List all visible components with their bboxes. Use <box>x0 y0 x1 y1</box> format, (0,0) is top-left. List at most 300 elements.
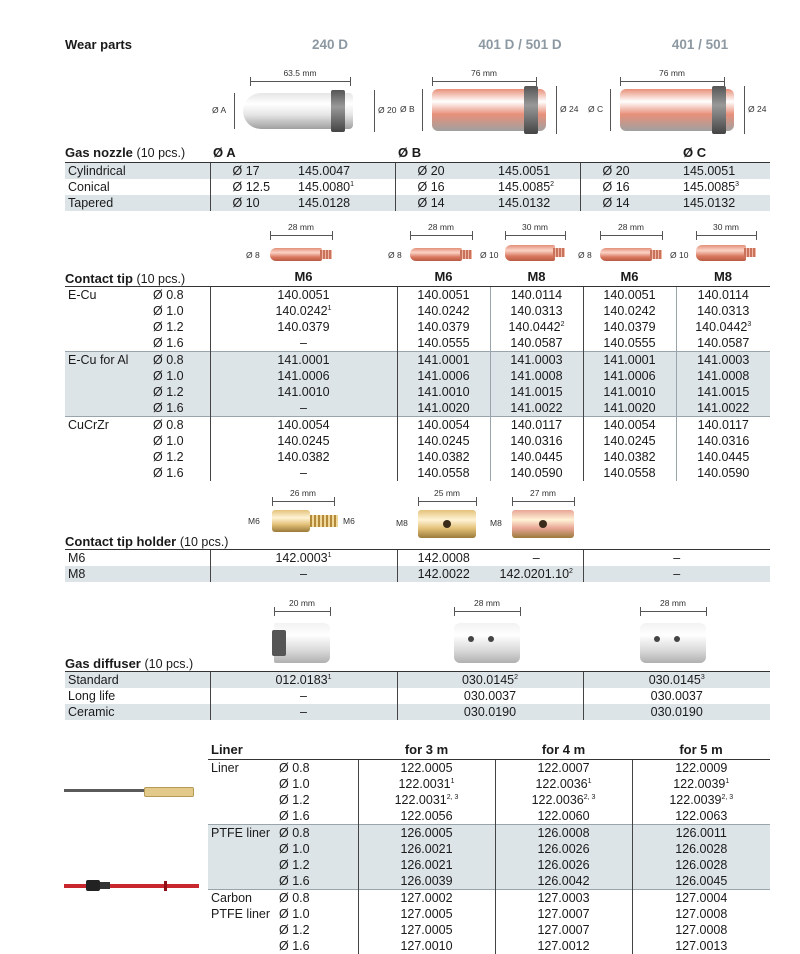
part-number: 145.0051 <box>498 164 551 178</box>
part-number: 030.0145 <box>461 673 515 687</box>
holder-part-cell <box>397 550 490 567</box>
tip-part-cell <box>397 449 490 465</box>
contact-tip-image <box>505 245 555 261</box>
gas-diffuser-title <box>65 656 193 671</box>
contact-tip-image <box>600 248 652 261</box>
diffuser-part-cell <box>397 704 583 720</box>
part-number: 122.0056 <box>400 809 453 823</box>
tip-part-cell <box>583 384 676 400</box>
tip-col-head: M8 <box>713 269 733 284</box>
part-number: 141.0006 <box>277 369 330 383</box>
model-401d-501d: 401 D / 501 D <box>478 37 562 52</box>
part-number: 122.0031 <box>398 777 451 791</box>
tip-part-cell <box>676 287 770 304</box>
part-number: 141.0010 <box>603 385 656 399</box>
part-number: 140.0590 <box>697 466 750 480</box>
gas-diffuser-qty: (10 pcs.) <box>144 657 194 671</box>
nozzle-dia: Ø 20 <box>395 163 495 180</box>
tip-dia: Ø 1.6 <box>150 335 210 352</box>
tip-holder-qty: (10 pcs.) <box>179 535 229 549</box>
part-number: 126.0039 <box>400 874 453 888</box>
part-number: 140.0379 <box>603 320 656 334</box>
liner-part-cell <box>495 776 632 792</box>
part-number: 140.0114 <box>510 288 563 302</box>
tip-part-cell <box>397 368 490 384</box>
part-number: 141.0010 <box>417 385 470 399</box>
part-number: 140.0590 <box>510 466 563 480</box>
tip-part-cell <box>490 400 583 417</box>
liner-dia: Ø 0.8 <box>276 825 358 842</box>
liner-part-cell <box>632 906 770 922</box>
part-number: 030.0037 <box>650 689 703 703</box>
tip-material-spacer <box>65 449 150 465</box>
tip-col-head: M8 <box>527 269 546 284</box>
part-number: 030.0190 <box>650 705 703 719</box>
nozzle-dia: Ø 14 <box>580 195 680 211</box>
tip-holder-table <box>65 549 770 582</box>
tip-part-cell <box>490 287 583 304</box>
part-number: 140.0051 <box>603 288 656 302</box>
liner-part-cell <box>495 906 632 922</box>
tip-part-cell <box>397 384 490 400</box>
part-number: 127.0012 <box>537 939 590 953</box>
diffuser-part-cell <box>210 688 397 704</box>
part-number: 140.0313 <box>697 304 750 318</box>
liner-type-spacer <box>208 808 276 825</box>
tip-part-cell <box>583 335 676 352</box>
tip-part-cell <box>490 465 583 481</box>
liner-col-head: for 3 m <box>404 742 449 757</box>
holder-left-thread: M8 <box>490 518 502 528</box>
tip-part-cell <box>583 352 676 369</box>
part-number: 140.0382 <box>603 450 656 464</box>
tip-col-head: M6 <box>620 269 639 284</box>
tip-part-cell <box>583 303 676 319</box>
tip-part-cell <box>397 433 490 449</box>
tip-part-cell <box>490 319 583 335</box>
part-number: 122.0036 <box>535 777 588 791</box>
nozzle-part-cell <box>495 195 580 211</box>
part-number: 141.0006 <box>417 369 470 383</box>
liner-part-cell <box>632 776 770 792</box>
holder-right-thread: M6 <box>343 516 355 526</box>
tip-part-cell <box>676 400 770 417</box>
liner-part-cell <box>632 922 770 938</box>
tip-dia: Ø 0.8 <box>150 352 210 369</box>
ptfe-liner-image <box>64 876 199 900</box>
part-number: 126.0011 <box>675 826 727 840</box>
part-number: 140.0445 <box>697 450 750 464</box>
part-number: 145.0051 <box>683 164 736 178</box>
holder-length-label: 25 mm <box>434 488 460 498</box>
part-number: 127.0007 <box>537 907 590 921</box>
liner-type-spacer <box>208 922 276 938</box>
part-number: – <box>300 336 307 350</box>
nozzle-dia: Ø 17 <box>210 163 295 180</box>
tip-part-cell <box>210 287 397 304</box>
liner-title: Liner <box>211 742 243 757</box>
gas-nozzle-table <box>65 144 770 211</box>
tip-length-label: 28 mm <box>428 222 454 232</box>
liner-part-cell <box>358 825 495 842</box>
part-number: 140.0442 <box>695 320 748 334</box>
tip-length-label: 28 mm <box>288 222 314 232</box>
footnote-marker: 2, 3 <box>446 794 459 801</box>
liner-part-cell <box>495 841 632 857</box>
part-number: 140.0242 <box>603 304 656 318</box>
part-number: 140.0054 <box>277 418 330 432</box>
diffuser-part-cell <box>210 704 397 720</box>
header-spacer <box>150 268 210 287</box>
part-number: 030.0190 <box>463 705 517 719</box>
part-number: 012.0183 <box>275 673 328 687</box>
liner-part-cell <box>495 808 632 825</box>
tip-holder-label: Contact tip holder <box>65 534 177 549</box>
tip-part-cell <box>676 303 770 319</box>
tip-diameter-label: Ø 8 <box>246 250 260 260</box>
part-number: 126.0026 <box>537 842 590 856</box>
part-number: 141.0015 <box>697 385 750 399</box>
liner-dia: Ø 1.2 <box>276 922 358 938</box>
liner-type-spacer <box>208 938 276 954</box>
liner-type: PTFE liner <box>208 825 276 842</box>
part-number: – <box>300 689 307 703</box>
holder-part-cell <box>583 550 770 567</box>
nozzle-part-cell <box>295 179 395 195</box>
contact-tip-image <box>270 248 322 261</box>
model-401-501: 401 / 501 <box>671 37 729 52</box>
nozzle-col-head: Ø B <box>398 145 422 160</box>
tip-part-cell <box>210 400 397 417</box>
part-number: 145.0080 <box>298 180 351 194</box>
footnote-marker: 2 <box>514 674 519 681</box>
liner-part-cell <box>632 890 770 907</box>
holder-left-thread: M6 <box>248 516 260 526</box>
part-number: 127.0008 <box>675 923 728 937</box>
part-number: 140.0382 <box>277 450 330 464</box>
part-number: – <box>300 705 307 719</box>
part-number: 126.0028 <box>675 842 728 856</box>
part-number: – <box>300 401 307 415</box>
tip-part-cell <box>490 384 583 400</box>
tip-part-cell <box>490 335 583 352</box>
nozzle-type: Conical <box>65 179 210 195</box>
footnote-marker: 1 <box>327 674 332 681</box>
part-number: 140.0316 <box>510 434 563 448</box>
part-number: 127.0003 <box>537 891 590 905</box>
tip-part-cell <box>210 319 397 335</box>
liner-part-cell <box>495 760 632 777</box>
liner-part-cell <box>358 792 495 808</box>
part-number: 030.0037 <box>463 689 517 703</box>
diffuser-length-label: 28 mm <box>474 598 500 608</box>
contact-tip-image <box>410 248 462 261</box>
part-number: 127.0007 <box>537 923 590 937</box>
footnote-marker: 2, 3 <box>583 794 596 801</box>
holder-length-label: 26 mm <box>290 488 316 498</box>
liner-type-spacer <box>208 776 276 792</box>
liner-part-cell <box>495 890 632 907</box>
gas-diffuser-image <box>454 623 520 663</box>
tip-part-cell <box>583 449 676 465</box>
tip-material: E-Cu <box>65 287 150 304</box>
liner-part-cell <box>632 808 770 825</box>
liner-part-cell <box>358 776 495 792</box>
part-number: 142.0201.10 <box>499 567 570 581</box>
liner-part-cell <box>358 906 495 922</box>
part-number: 126.0021 <box>400 858 453 872</box>
tip-dia: Ø 1.0 <box>150 433 210 449</box>
tip-diameter-label: Ø 10 <box>670 250 689 260</box>
tip-part-cell <box>397 465 490 481</box>
part-number: 140.0242 <box>275 304 328 318</box>
tip-part-cell <box>583 287 676 304</box>
part-number: 127.0005 <box>400 907 453 921</box>
tip-length-label: 30 mm <box>713 222 739 232</box>
part-number: 140.0114 <box>697 288 749 302</box>
holder-part-cell <box>490 566 583 582</box>
holder-length-label: 27 mm <box>530 488 556 498</box>
diffuser-part-cell <box>210 672 397 689</box>
tip-diameter-label: Ø 8 <box>388 250 402 260</box>
tip-part-cell <box>490 433 583 449</box>
part-number: – <box>673 551 681 565</box>
liner-part-cell <box>632 841 770 857</box>
part-number: – <box>300 567 307 581</box>
tip-part-cell <box>583 465 676 481</box>
tip-part-cell <box>210 384 397 400</box>
part-number: – <box>532 551 540 565</box>
gas-diffuser-table <box>65 671 770 720</box>
part-number: 142.0022 <box>417 567 470 581</box>
tip-material-spacer <box>65 335 150 352</box>
tip-part-cell <box>397 417 490 434</box>
part-number: 122.0060 <box>537 809 590 823</box>
liner-part-cell <box>358 938 495 954</box>
tip-part-cell <box>676 465 770 481</box>
nozzle-dia: Ø 20 <box>580 163 680 180</box>
part-number: 126.0005 <box>400 826 453 840</box>
nozzle-right-dia: Ø 24 <box>748 104 767 114</box>
gas-diffuser-image <box>640 623 706 663</box>
nozzle-part-cell <box>495 179 580 195</box>
tip-part-cell <box>676 335 770 352</box>
part-number: 141.0001 <box>417 353 470 367</box>
part-number: 140.0555 <box>417 336 470 350</box>
part-number: 127.0013 <box>675 939 728 953</box>
liner-part-cell <box>632 792 770 808</box>
part-number: 141.0001 <box>603 353 656 367</box>
part-number: 141.0001 <box>277 353 330 367</box>
liner-type-spacer <box>208 841 276 857</box>
liner-part-cell <box>495 873 632 890</box>
holder-thread: M8 <box>65 566 210 582</box>
holder-part-cell <box>397 566 490 582</box>
part-number: 140.0379 <box>277 320 330 334</box>
part-number: 122.0031 <box>394 793 447 807</box>
liner-part-cell <box>632 938 770 954</box>
footnote-marker: 2 <box>550 181 555 188</box>
tip-part-cell <box>583 319 676 335</box>
tip-part-cell <box>676 352 770 369</box>
tip-dia: Ø 0.8 <box>150 417 210 434</box>
nozzle-part-cell <box>680 179 770 195</box>
contact-tip-image <box>696 245 746 261</box>
liner-dia: Ø 0.8 <box>276 760 358 777</box>
contact-tip-table <box>65 268 770 481</box>
contact-tip-label: Contact tip <box>65 271 133 286</box>
liner-part-cell <box>358 857 495 873</box>
tip-material-spacer <box>65 368 150 384</box>
footnote-marker: 1 <box>450 778 455 785</box>
part-number: 127.0005 <box>400 923 453 937</box>
tip-part-cell <box>583 368 676 384</box>
footnote-marker: 2 <box>560 321 565 328</box>
part-number: 140.0245 <box>277 434 330 448</box>
part-number: 126.0026 <box>537 858 590 872</box>
nozzle-dia: Ø 16 <box>395 179 495 195</box>
part-number: 140.0558 <box>603 466 656 480</box>
liner-dia: Ø 1.2 <box>276 792 358 808</box>
tip-part-cell <box>676 449 770 465</box>
tip-part-cell <box>210 352 397 369</box>
part-number: 122.0039 <box>673 777 726 791</box>
part-number: 140.0555 <box>603 336 656 350</box>
nozzle-part-cell <box>680 163 770 180</box>
page-title: Wear parts <box>65 37 132 52</box>
liner-col-head: for 4 m <box>541 742 586 757</box>
tip-part-cell <box>397 335 490 352</box>
part-number: 140.0117 <box>510 418 563 432</box>
part-number: 140.0245 <box>417 434 470 448</box>
tip-material-spacer <box>65 400 150 417</box>
part-number: 141.0022 <box>510 401 563 415</box>
part-number: 141.0006 <box>603 369 656 383</box>
liner-type-spacer <box>208 792 276 808</box>
gas-nozzle-qty: (10 pcs.) <box>136 146 186 160</box>
header-spacer <box>65 144 210 163</box>
liner-dia: Ø 1.0 <box>276 776 358 792</box>
liner-part-cell <box>495 922 632 938</box>
liner-dia: Ø 1.6 <box>276 938 358 954</box>
liner-table <box>208 741 770 954</box>
tip-dia: Ø 1.2 <box>150 384 210 400</box>
tip-material: CuCrZr <box>65 417 150 434</box>
tip-part-cell <box>210 433 397 449</box>
tip-dia: Ø 1.2 <box>150 319 210 335</box>
part-number: 140.0587 <box>510 336 563 350</box>
part-number: 127.0008 <box>675 907 728 921</box>
footnote-marker: 1 <box>587 778 592 785</box>
tip-material-spacer <box>65 465 150 481</box>
part-number: 141.0010 <box>277 385 330 399</box>
tip-col-head: M6 <box>294 269 313 284</box>
liner-part-cell <box>358 808 495 825</box>
part-number: 145.0132 <box>683 196 736 210</box>
nozzle-part-cell <box>495 163 580 180</box>
part-number: 126.0045 <box>675 874 728 888</box>
part-number: 141.0003 <box>510 353 563 367</box>
header-spacer <box>65 268 150 287</box>
footnote-marker: 3 <box>700 674 705 681</box>
part-number: 140.0051 <box>277 288 330 302</box>
tip-part-cell <box>676 319 770 335</box>
part-number: 122.0009 <box>675 761 728 775</box>
tip-part-cell <box>676 417 770 434</box>
holder-thread: M6 <box>65 550 210 567</box>
tip-dia: Ø 1.6 <box>150 465 210 481</box>
footnote-marker: 2, 3 <box>721 794 734 801</box>
part-number: 127.0004 <box>675 891 728 905</box>
nozzle-left-dia: Ø A <box>212 105 227 115</box>
part-number: 140.0245 <box>603 434 656 448</box>
part-number: 140.0313 <box>510 304 563 318</box>
liner-part-cell <box>495 938 632 954</box>
nozzle-dia: Ø 16 <box>580 179 680 195</box>
liner-type: PTFE liner <box>208 906 276 922</box>
part-number: 140.0316 <box>697 434 750 448</box>
liner-dia: Ø 1.0 <box>276 841 358 857</box>
part-number: 141.0020 <box>417 401 470 415</box>
part-number: 142.0003 <box>275 551 328 565</box>
liner-part-cell <box>495 857 632 873</box>
part-number: – <box>300 466 307 480</box>
liner-part-cell <box>632 857 770 873</box>
nozzle-part-cell <box>295 163 395 180</box>
part-number: – <box>673 567 681 581</box>
part-number: 145.0047 <box>298 164 351 178</box>
tip-part-cell <box>210 465 397 481</box>
tip-dia: Ø 1.0 <box>150 368 210 384</box>
part-number: 142.0008 <box>417 551 470 565</box>
tip-material: E-Cu for Al <box>65 352 150 369</box>
part-number: 145.0128 <box>298 196 351 210</box>
tip-part-cell <box>583 433 676 449</box>
tip-part-cell <box>490 417 583 434</box>
nozzle-right-dia: Ø 20 <box>378 105 397 115</box>
diffuser-part-cell <box>583 672 770 689</box>
part-number: 122.0063 <box>675 809 728 823</box>
footnote-marker: 3 <box>747 321 752 328</box>
nozzle-part-cell <box>295 195 395 211</box>
part-number: 141.0003 <box>697 353 750 367</box>
diffuser-part-cell <box>397 672 583 689</box>
tip-material-spacer <box>65 384 150 400</box>
nozzle-type: Tapered <box>65 195 210 211</box>
diffuser-part-cell <box>397 688 583 704</box>
tip-dia: Ø 1.0 <box>150 303 210 319</box>
diffuser-part-cell <box>583 688 770 704</box>
tip-part-cell <box>397 287 490 304</box>
part-number: 141.0020 <box>603 401 656 415</box>
tip-material-spacer <box>65 319 150 335</box>
tip-part-cell <box>490 352 583 369</box>
diffuser-part-cell <box>583 704 770 720</box>
part-number: 122.0036 <box>531 793 584 807</box>
nozzle-col-head: Ø C <box>683 145 707 160</box>
tip-material-spacer <box>65 433 150 449</box>
tip-part-cell <box>583 417 676 434</box>
holder-left-thread: M8 <box>396 518 408 528</box>
part-number: 140.0442 <box>508 320 561 334</box>
tip-material-spacer <box>65 303 150 319</box>
nozzle-left-dia: Ø B <box>400 104 415 114</box>
footnote-marker: 1 <box>725 778 730 785</box>
part-number: 145.0132 <box>498 196 551 210</box>
part-number: 140.0117 <box>697 418 749 432</box>
liner-part-cell <box>358 760 495 777</box>
liner-type: Carbon <box>208 890 276 907</box>
